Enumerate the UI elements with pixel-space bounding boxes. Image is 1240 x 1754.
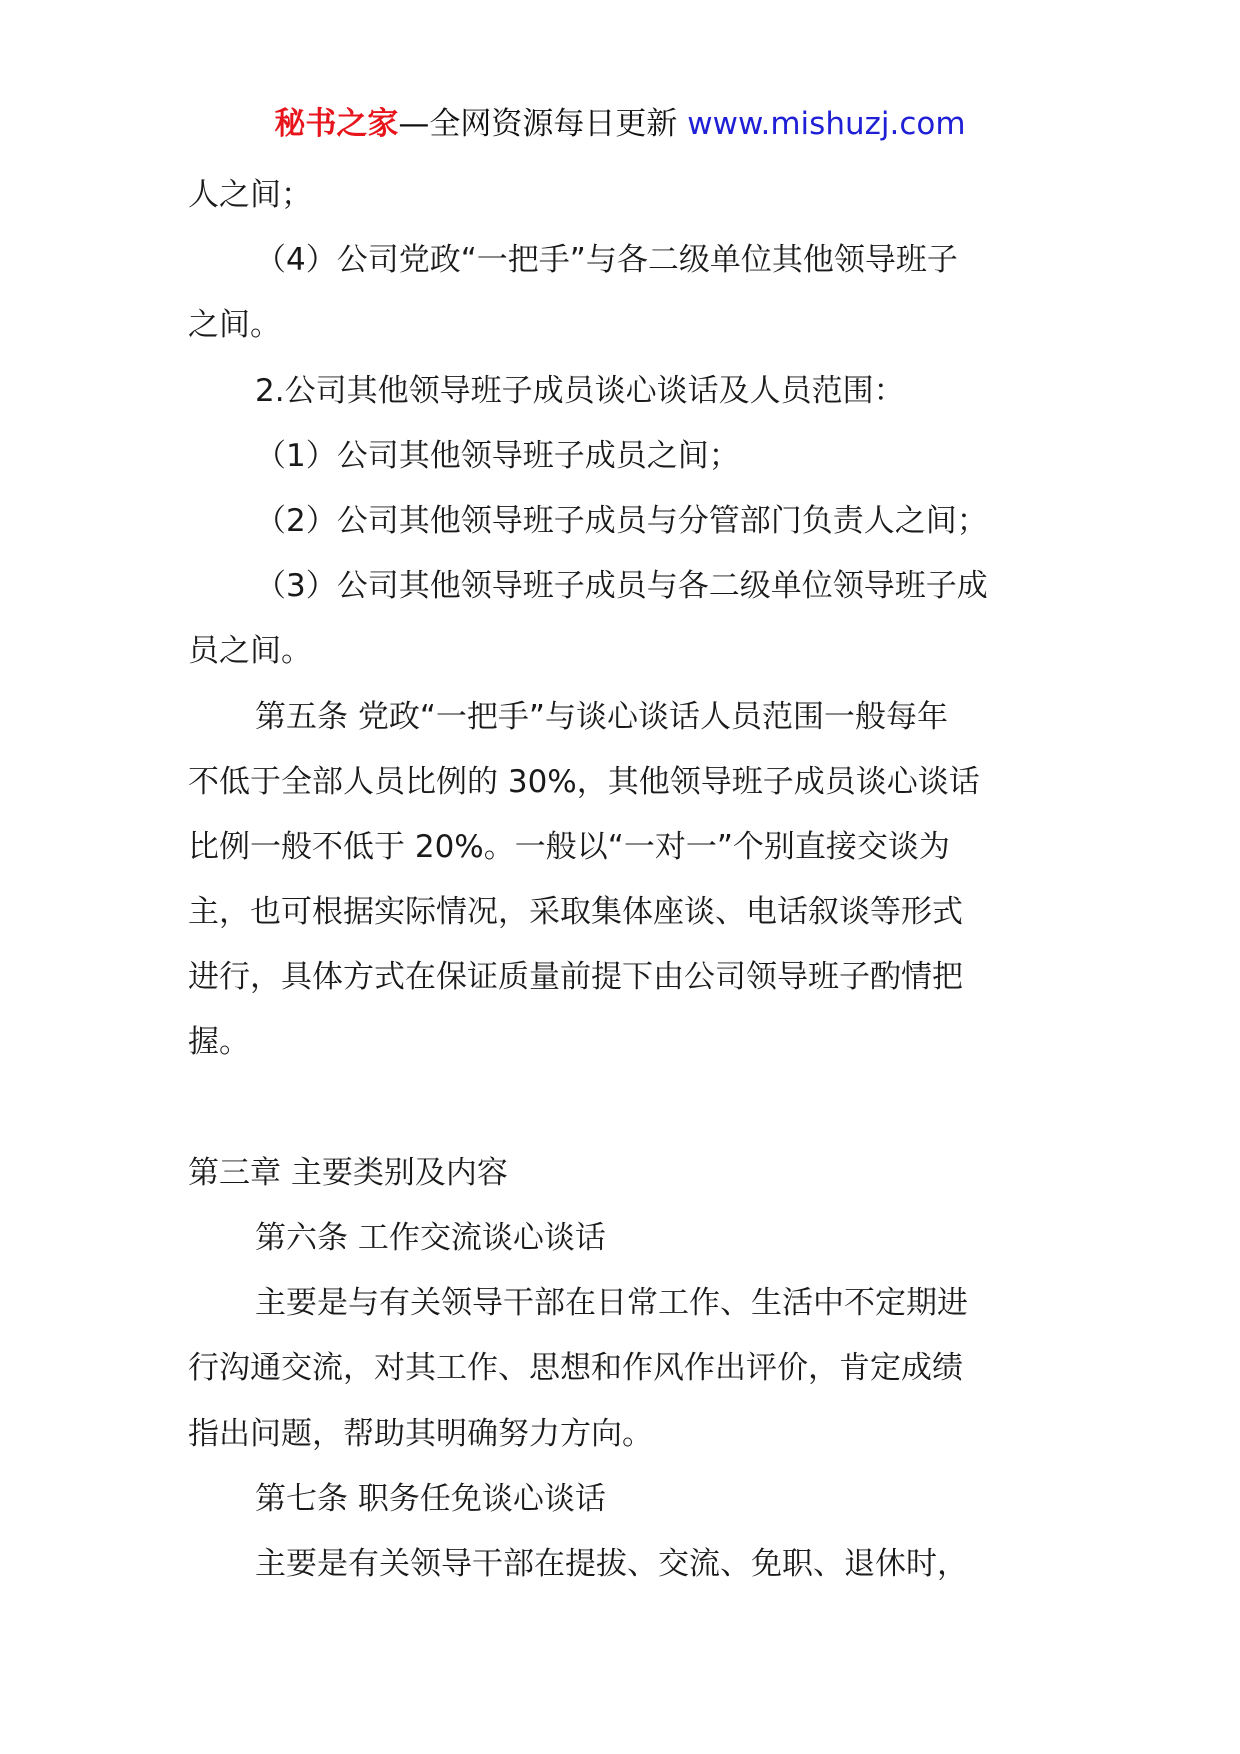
paragraph-line: 比例一般不低于 20%。一般以“一对一”个别直接交谈为 bbox=[188, 828, 950, 865]
article-heading: 第六条 工作交流谈心谈话 bbox=[255, 1220, 606, 1256]
paragraph-line: 主，也可根据实际情况，采取集体座谈、电话叙谈等形式 bbox=[188, 894, 963, 931]
site-brand: 秘书之家 bbox=[274, 106, 399, 142]
paragraph-line: 主要是与有关领导干部在日常工作、生活中不定期进 bbox=[255, 1285, 968, 1322]
paragraph-line: 人之间； bbox=[188, 177, 312, 213]
document-body bbox=[188, 163, 1058, 1597]
site-tagline: —全网资源每日更新 bbox=[398, 106, 688, 142]
paragraph-line: 行沟通交流，对其工作、思想和作风作出评价，肯定成绩 bbox=[188, 1350, 963, 1387]
paragraph-line: 2.公司其他领导班子成员谈心谈话及人员范围： bbox=[255, 372, 905, 409]
paragraph-line: （3）公司其他领导班子成员与各二级单位领导班子成 bbox=[255, 568, 988, 605]
paragraph-line: 握。 bbox=[188, 1024, 250, 1061]
article-heading: 第七条 职务任免谈心谈话 bbox=[255, 1480, 606, 1517]
chapter-heading: 第三章 主要类别及内容 bbox=[188, 1154, 508, 1191]
blank-line bbox=[188, 1076, 1058, 1141]
paragraph-line: 指出问题，帮助其明确努力方向。 bbox=[188, 1415, 653, 1452]
paragraph-line: 第五条 党政“一把手”与谈心谈话人员范围一般每年 bbox=[255, 698, 948, 735]
site-header bbox=[0, 104, 1240, 144]
paragraph-line: 员之间。 bbox=[188, 633, 312, 670]
paragraph-line: （1）公司其他领导班子成员之间； bbox=[255, 437, 740, 474]
site-url-link[interactable]: www.mishuzj.com bbox=[687, 106, 966, 142]
paragraph-line: （4）公司党政“一把手”与各二级单位其他领导班子 bbox=[255, 242, 958, 279]
paragraph-line: 不低于全部人员比例的 30%，其他领导班子成员谈心谈话 bbox=[188, 763, 980, 800]
paragraph-line: 之间。 bbox=[188, 307, 281, 344]
paragraph-line: （2）公司其他领导班子成员与分管部门负责人之间； bbox=[255, 502, 988, 539]
paragraph-line: 主要是有关领导干部在提拔、交流、免职、退休时， bbox=[255, 1545, 968, 1582]
paragraph-line: 进行，具体方式在保证质量前提下由公司领导班子酌情把 bbox=[188, 959, 963, 996]
